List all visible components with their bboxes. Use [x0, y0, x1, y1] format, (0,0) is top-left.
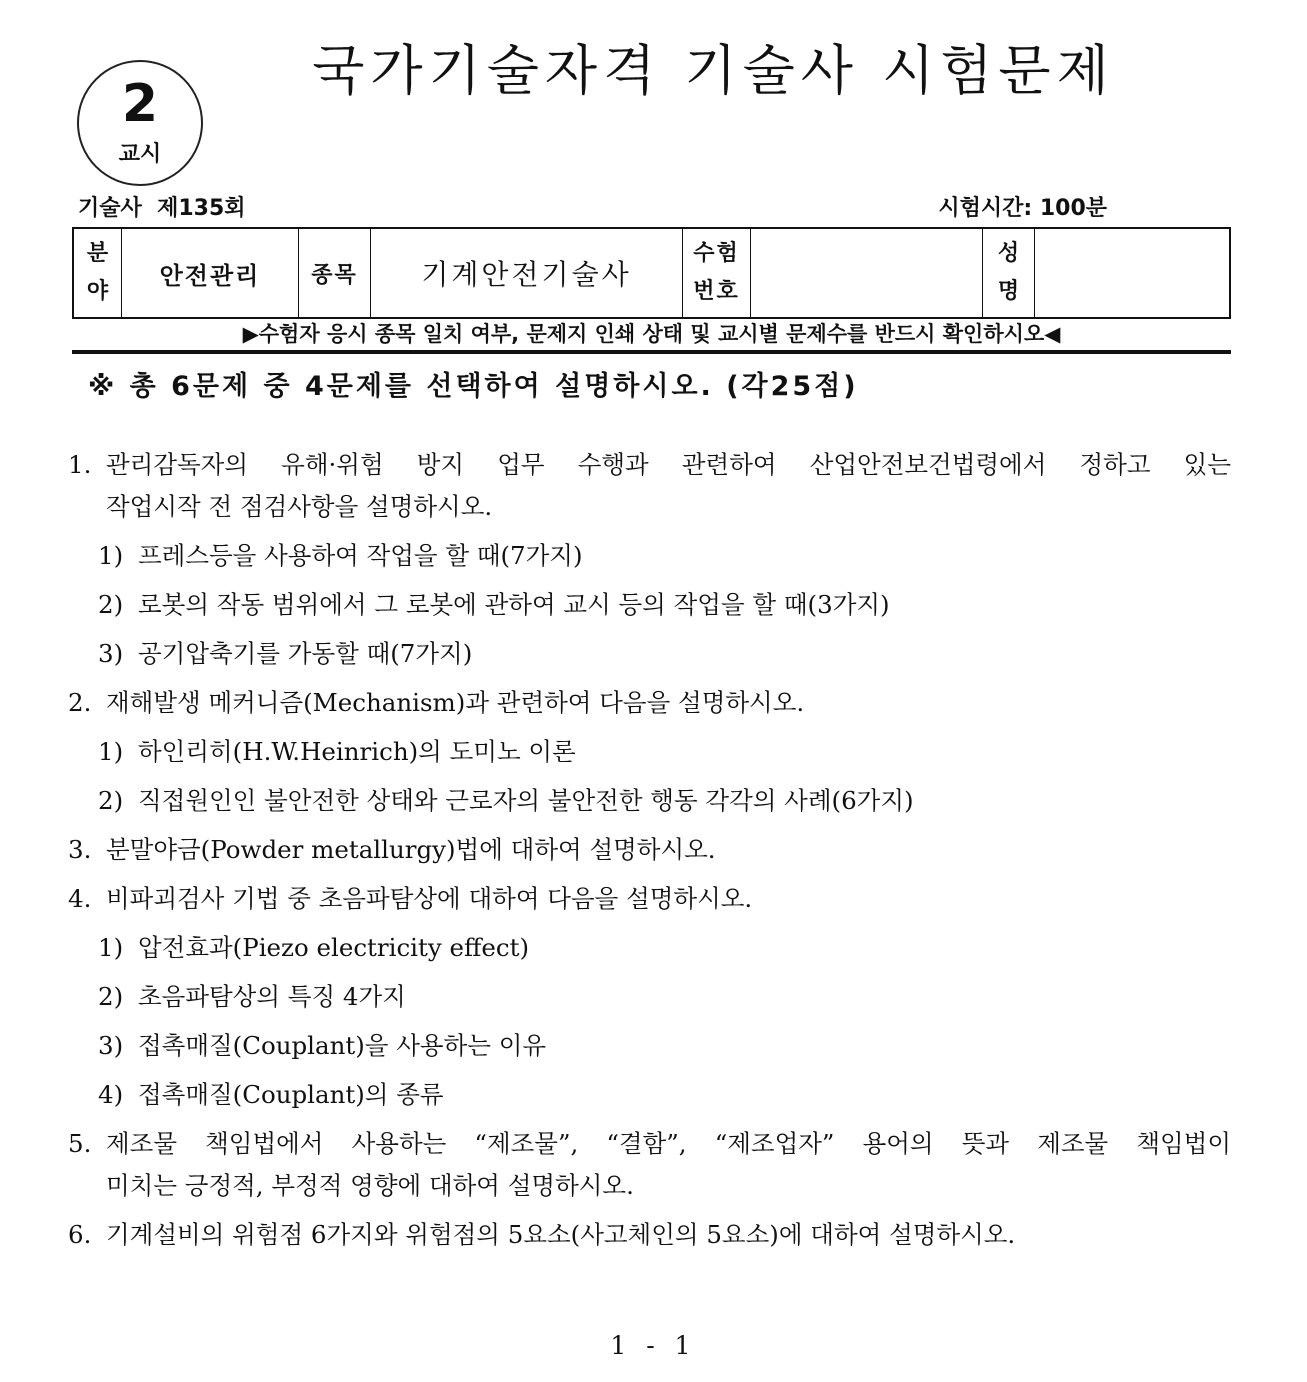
instruction-text: ※ 총 6문제 중 4문제를 선택하여 설명하시오. (각25점) — [88, 371, 859, 402]
notice-text: ▶수험자 응시 종목 일치 여부, 문제지 인쇄 상태 및 교시별 문제수를 반드시 확인하시오◀ — [242, 322, 1061, 346]
sub-number: 3) — [98, 639, 124, 668]
question-number: 4. — [68, 884, 92, 913]
sub-text: 초음파탐상의 특징 4가지 — [138, 982, 406, 1011]
exam-number-label-top: 수험 — [693, 241, 740, 266]
sub-number: 3) — [98, 1031, 124, 1060]
question-4-sub-3 — [68, 1025, 1231, 1067]
question-1-line-2: 작업시작 전 점검사항을 설명하시오. — [106, 492, 493, 521]
question-4-line-1 — [68, 878, 1231, 920]
name-label-top: 성 — [997, 241, 1020, 266]
field-label-cell — [74, 229, 122, 317]
question-number: 3. — [68, 835, 92, 864]
question-text: 재해발생 메커니즘(Mechanism)과 관련하여 다음을 설명하시오. — [106, 688, 805, 717]
question-1-sub-1 — [68, 535, 1231, 577]
question-2-sub-1 — [68, 731, 1231, 773]
exam-round: 기술사 제135회 — [78, 196, 246, 221]
sub-text: 직접원인인 불안전한 상태와 근로자의 불안전한 행동 각각의 사례(6가지) — [138, 786, 914, 815]
question-4-sub-4 — [68, 1074, 1231, 1116]
question-5-line-1 — [68, 1123, 1231, 1165]
sub-text: 접촉매질(Couplant)의 종류 — [138, 1080, 444, 1109]
period-number: 2 — [121, 74, 159, 134]
question-1-sub-3 — [68, 633, 1231, 675]
sub-text: 하인리히(H.W.Heinrich)의 도미노 이론 — [138, 737, 576, 766]
period-badge — [77, 60, 203, 186]
sub-number: 1) — [98, 541, 124, 570]
question-4-sub-1 — [68, 927, 1231, 969]
question-text: 제조물 책임법에서 사용하는 “제조물”, “결함”, “제조업자” 용어의 뜻과 제조물 책임법이 — [106, 1129, 1231, 1158]
name-label-cell — [983, 229, 1035, 317]
divider — [72, 350, 1231, 354]
question-number: 1. — [68, 450, 92, 479]
sub-text: 압전효과(Piezo electricity effect) — [138, 933, 530, 962]
question-3-line-1 — [68, 829, 1231, 871]
sub-text: 프레스등을 사용하여 작업을 할 때(7가지) — [138, 541, 583, 570]
field-label-bottom: 야 — [86, 279, 109, 304]
question-number: 5. — [68, 1129, 92, 1158]
page-title: 국가기술자격 기술사 시험문제 — [312, 39, 1115, 102]
exam-number-label-bottom: 번호 — [693, 279, 740, 304]
question-text: 비파괴검사 기법 중 초음파탐상에 대하여 다음을 설명하시오. — [106, 884, 753, 913]
question-6-line-1 — [68, 1214, 1231, 1256]
sub-text: 공기압축기를 가동할 때(7가지) — [138, 639, 473, 668]
sub-number: 2) — [98, 982, 124, 1011]
sub-number: 2) — [98, 590, 124, 619]
sub-number: 1) — [98, 933, 124, 962]
question-list — [68, 444, 1231, 1256]
sub-number: 2) — [98, 786, 124, 815]
exam-number-field[interactable] — [751, 229, 983, 317]
question-number: 2. — [68, 688, 92, 717]
question-text: 분말야금(Powder metallurgy)법에 대하여 설명하시오. — [106, 835, 716, 864]
exam-time: 시험시간: 100분 — [938, 196, 1107, 221]
field-value: 안전관리 — [122, 229, 299, 317]
period-label: 교시 — [118, 142, 162, 167]
sub-number: 1) — [98, 737, 124, 766]
question-text: 관리감독자의 유해·위험 방지 업무 수행과 관련하여 산업안전보건법령에서 정하고 있는 — [106, 450, 1231, 479]
sub-text: 접촉매질(Couplant)을 사용하는 이유 — [138, 1031, 547, 1060]
question-1-line-1 — [68, 444, 1231, 486]
field-label-top: 분 — [86, 241, 109, 266]
question-1-sub-2 — [68, 584, 1231, 626]
exam-number-label-cell — [683, 229, 751, 317]
item-value: 기계안전기술사 — [371, 229, 683, 317]
question-2-line-1 — [68, 682, 1231, 724]
question-number: 6. — [68, 1220, 92, 1249]
question-4-sub-2 — [68, 976, 1231, 1018]
exam-info-table — [72, 227, 1231, 319]
page-number: 1 - 1 — [610, 1331, 697, 1360]
question-5-line-2: 미치는 긍정적, 부정적 영향에 대하여 설명하시오. — [106, 1171, 634, 1200]
question-text: 기계설비의 위험점 6가지와 위험점의 5요소(사고체인의 5요소)에 대하여 설명하시오. — [106, 1220, 1016, 1249]
name-field[interactable] — [1035, 229, 1229, 317]
sub-text: 로봇의 작동 범위에서 그 로봇에 관하여 교시 등의 작업을 할 때(3가지) — [138, 590, 890, 619]
item-label: 종목 — [299, 229, 371, 317]
question-2-sub-2 — [68, 780, 1231, 822]
sub-number: 4) — [98, 1080, 124, 1109]
name-label-bottom: 명 — [997, 279, 1020, 304]
